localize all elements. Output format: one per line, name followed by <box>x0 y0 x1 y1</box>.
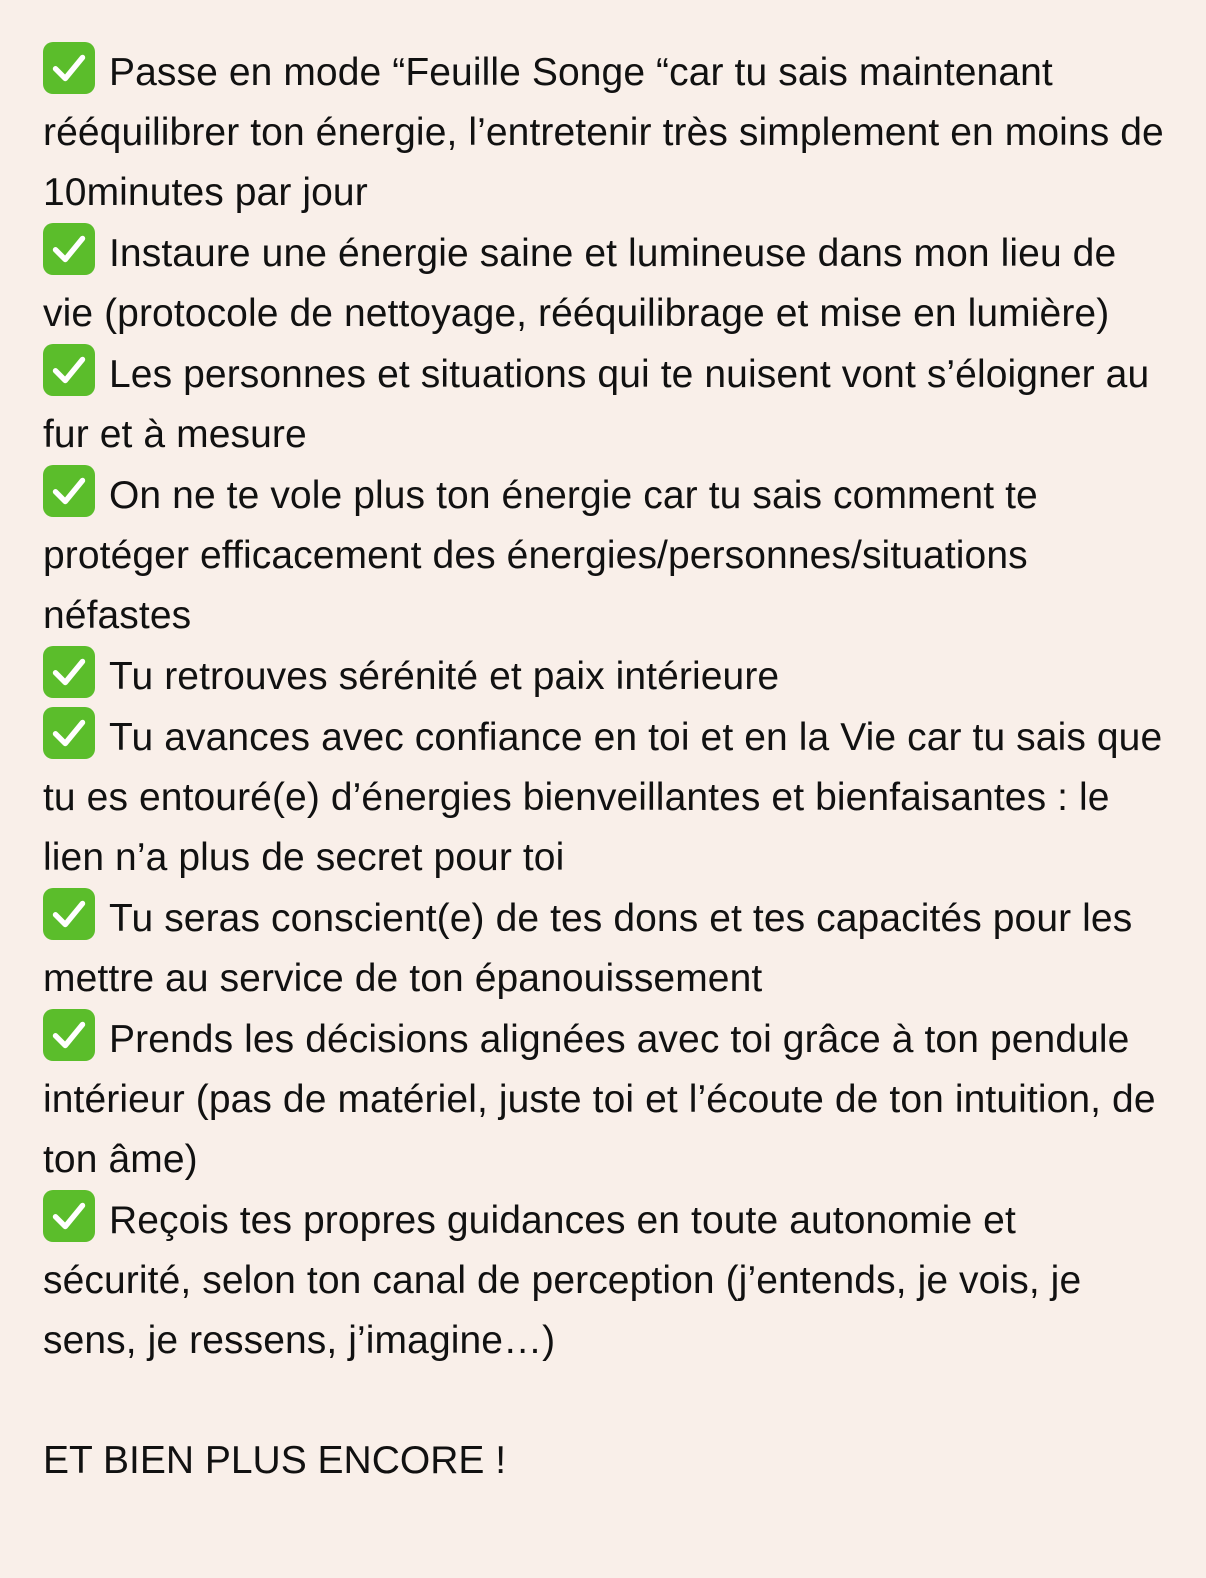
check-mark-icon <box>43 646 95 698</box>
list-item-text: Reçois tes propres guidances en toute autonomie et sécurité, selon ton canal de perception (j’entends, je vois, je sens, je ressens, j’imagine…) <box>43 1199 1082 1362</box>
check-mark-icon <box>43 223 95 275</box>
check-mark-icon <box>43 1190 95 1242</box>
list-item <box>43 1009 1166 1190</box>
list-item <box>43 1190 1166 1371</box>
list-item-text: Passe en mode “Feuille Songe “car tu sais maintenant rééquilibrer ton énergie, l’entretenir très simplement en moins de 10minutes par jour <box>43 51 1164 214</box>
list-item-text: Les personnes et situations qui te nuisent vont s’éloigner au fur et à mesure <box>43 353 1150 456</box>
list-item-text: Tu retrouves sérénité et paix intérieure <box>109 655 780 698</box>
check-mark-icon <box>43 707 95 759</box>
list-item <box>43 223 1166 344</box>
check-mark-icon <box>43 888 95 940</box>
closing-statement: ET BIEN PLUS ENCORE ! <box>43 1439 507 1482</box>
check-mark-icon <box>43 465 95 517</box>
list-item-text: On ne te vole plus ton énergie car tu sais comment te protéger efficacement des énergies/personnes/situations néfastes <box>43 474 1038 637</box>
list-item <box>43 646 1166 707</box>
list-item-text: Instaure une énergie saine et lumineuse dans mon lieu de vie (protocole de nettoyage, rééquilibrage et mise en lumière) <box>43 232 1117 335</box>
list-item <box>43 42 1166 223</box>
benefits-list <box>43 42 1166 1371</box>
list-item <box>43 888 1166 1009</box>
list-item <box>43 344 1166 465</box>
check-mark-icon <box>43 42 95 94</box>
check-mark-icon <box>43 344 95 396</box>
list-item <box>43 707 1166 888</box>
list-item <box>43 465 1166 646</box>
list-item-text: Prends les décisions alignées avec toi grâce à ton pendule intérieur (pas de matériel, juste toi et l’écoute de ton intuition, de ton âme) <box>43 1018 1156 1181</box>
list-item-text: Tu avances avec confiance en toi et en la Vie car tu sais que tu es entouré(e) d’énergies bienveillantes et bienfaisantes : le lien n’a plus de secret pour toi <box>43 716 1163 879</box>
check-mark-icon <box>43 1009 95 1061</box>
list-item-text: Tu seras conscient(e) de tes dons et tes capacités pour les mettre au service de ton épanouissement <box>43 897 1133 1000</box>
